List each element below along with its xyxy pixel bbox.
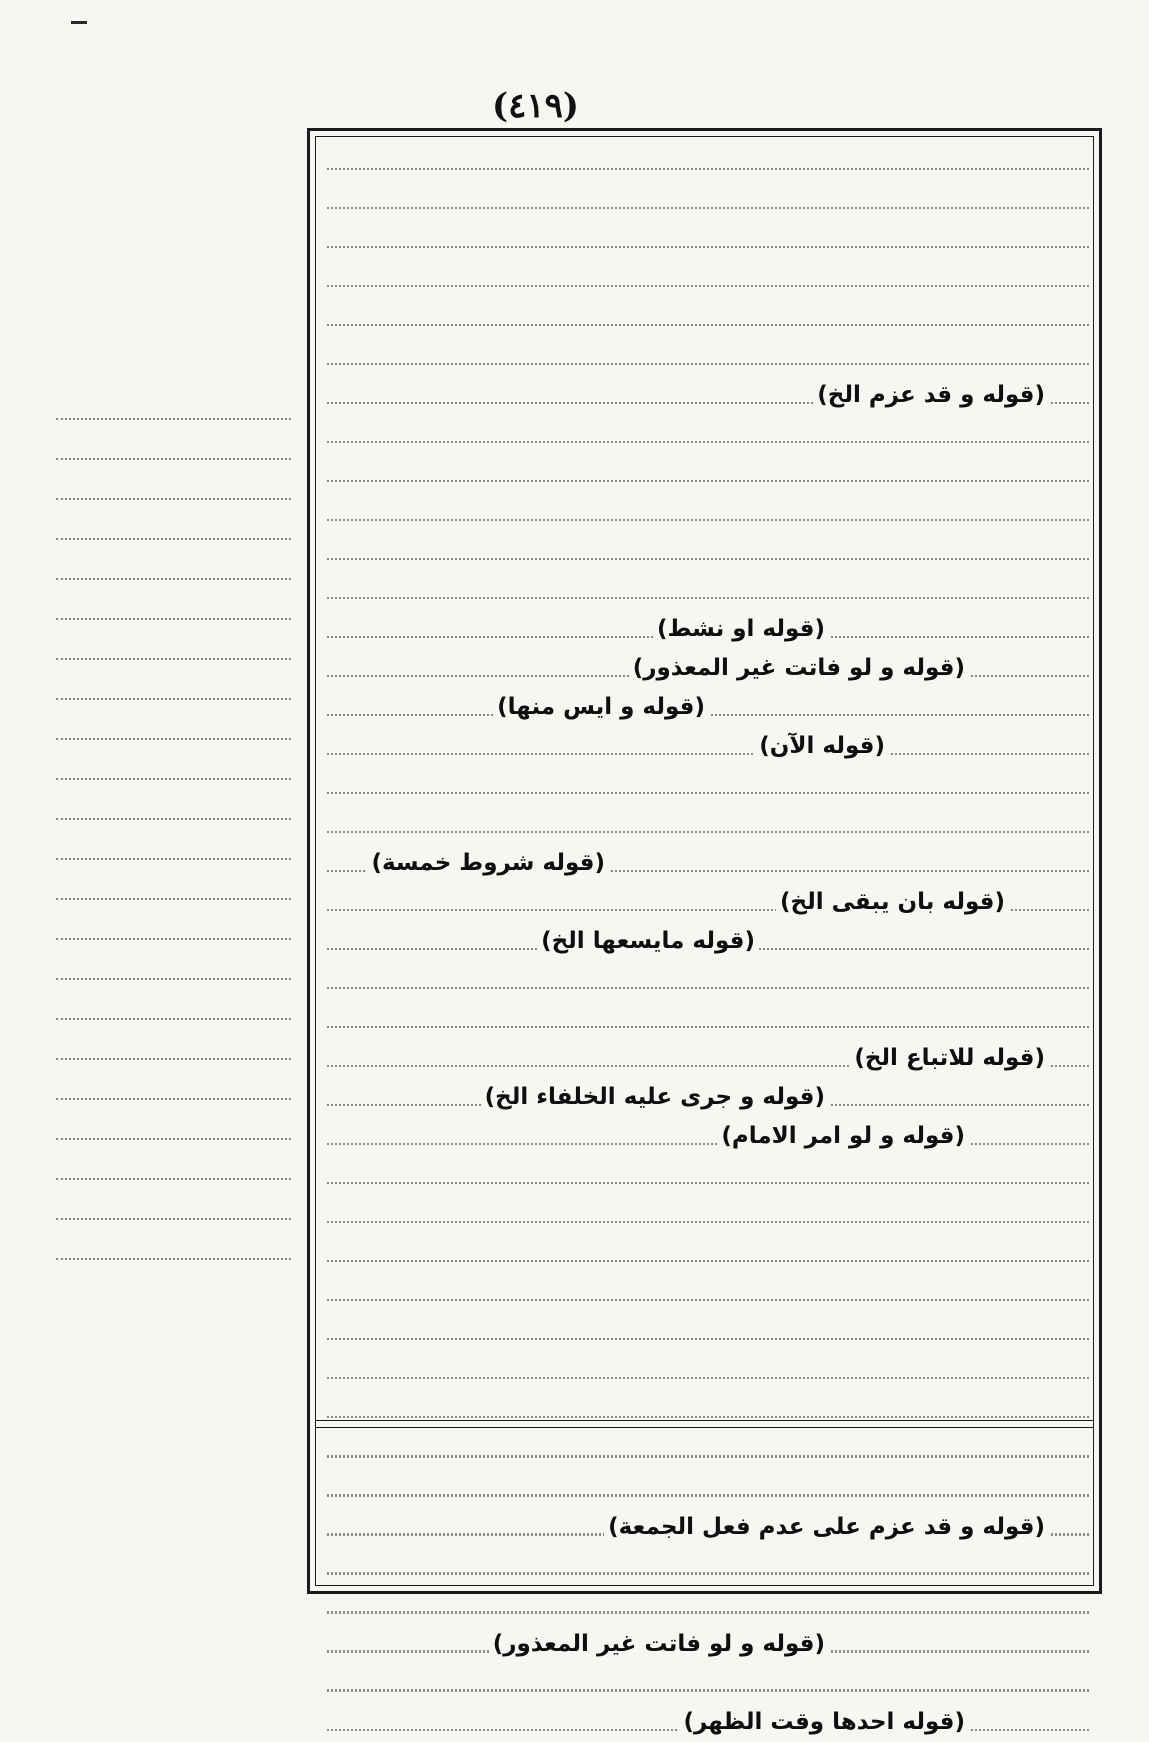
text-line-placeholder [327,1221,1089,1223]
text-line-placeholder [56,658,291,660]
text-line-placeholder [327,1416,1089,1418]
main-text-line [327,259,1089,298]
footnote-text-line [327,1508,1089,1547]
main-text-line [327,1078,1089,1117]
margin-text-line [56,1032,291,1072]
main-text-line [327,1039,1089,1078]
main-text-line [327,1117,1089,1156]
text-line-placeholder [56,458,291,460]
margin-text-line [56,1112,291,1152]
margin-text-line [56,912,291,952]
main-text-line [327,844,1089,883]
footnote-text-line [327,1625,1089,1664]
margin-text-line [56,672,291,712]
main-text-line [327,649,1089,688]
lemma-marker: (قوله و لو فاتت غير المعذور) [629,649,969,688]
main-text-line [327,1273,1089,1312]
text-line-placeholder [327,1260,1089,1262]
text-line-placeholder [327,1182,1089,1184]
lemma-marker: (قوله و لو امر الامام) [717,1117,969,1156]
corner-mark [71,21,87,24]
margin-text-line [56,432,291,472]
footnote-text-line [327,1586,1089,1625]
margin-commentary-block [56,392,291,1272]
text-line-placeholder [56,858,291,860]
main-text-line [327,688,1089,727]
lemma-marker: (قوله و جرى عليه الخلفاء الخ) [481,1078,829,1117]
main-text-line [327,610,1089,649]
footnote-text-line [327,1703,1089,1742]
main-text-line [327,376,1089,415]
margin-text-line [56,752,291,792]
footnote-text-block [327,1430,1089,1742]
main-text-line [327,766,1089,805]
main-text-line [327,298,1089,337]
footnote-text-line [327,1430,1089,1469]
main-text-line [327,1000,1089,1039]
lemma-marker: (قوله احدها وقت الظهر) [679,1703,969,1742]
margin-text-line [56,512,291,552]
text-line-placeholder [327,363,1089,365]
main-text-line [327,1390,1089,1429]
text-line-placeholder [327,558,1089,560]
text-line-placeholder [327,246,1089,248]
text-line-placeholder [56,698,291,700]
margin-text-line [56,1192,291,1232]
margin-text-line [56,1232,291,1272]
text-line-placeholder [327,1299,1089,1301]
text-line-placeholder [56,778,291,780]
text-line-placeholder [56,498,291,500]
lemma-marker: (قوله و ايس منها) [493,688,709,727]
lemma-marker: (قوله و قد عزم على عدم فعل الجمعة) [604,1508,1049,1547]
margin-text-line [56,1152,291,1192]
lemma-marker: (قوله بان يبقى الخ) [776,883,1009,922]
lemma-marker: (قوله و لو فاتت غير المعذور) [489,1625,829,1664]
margin-text-line [56,832,291,872]
text-line-placeholder [327,519,1089,521]
lemma-marker: (قوله او نشط) [653,610,829,649]
text-line-placeholder [327,1573,1089,1575]
text-line-placeholder [327,597,1089,599]
text-line-placeholder [327,1612,1089,1614]
text-line-placeholder [327,1456,1089,1458]
text-line-placeholder [327,480,1089,482]
text-line-placeholder [327,168,1089,170]
text-line-placeholder [56,978,291,980]
margin-text-line [56,592,291,632]
text-line-placeholder [327,285,1089,287]
text-line-placeholder [327,1377,1089,1379]
lemma-marker: (قوله مايسعها الخ) [537,922,759,961]
text-line-placeholder [327,207,1089,209]
text-line-placeholder [327,792,1089,794]
main-text-line [327,922,1089,961]
main-text-line [327,727,1089,766]
margin-text-line [56,792,291,832]
text-line-placeholder [327,1026,1089,1028]
text-line-placeholder [56,898,291,900]
text-line-placeholder [327,753,1089,755]
text-line-placeholder [56,618,291,620]
text-line-placeholder [56,418,291,420]
main-text-line [327,1312,1089,1351]
margin-text-line [56,712,291,752]
margin-text-line [56,1072,291,1112]
text-line-placeholder [56,538,291,540]
main-text-line [327,493,1089,532]
lemma-marker: (قوله و قد عزم الخ) [813,376,1049,415]
text-line-placeholder [327,1338,1089,1340]
margin-text-line [56,632,291,672]
footnote-text-line [327,1664,1089,1703]
lemma-marker: (قوله شروط خمسة) [367,844,609,883]
main-text-line [327,805,1089,844]
footnote-text-line [327,1547,1089,1586]
main-text-line [327,1156,1089,1195]
main-text-line [327,532,1089,571]
footnote-text-line [327,1469,1089,1508]
margin-text-line [56,952,291,992]
main-text-line [327,181,1089,220]
main-text-line [327,415,1089,454]
page-number: (٤١٩) [492,86,579,126]
text-line-placeholder [56,1178,291,1180]
margin-text-line [56,552,291,592]
text-line-placeholder [327,987,1089,989]
main-text-line [327,1234,1089,1273]
lemma-marker: (قوله للاتباع الخ) [850,1039,1049,1078]
text-line-placeholder [56,1058,291,1060]
text-line-placeholder [56,1218,291,1220]
main-text-line [327,883,1089,922]
main-text-line [327,337,1089,376]
margin-text-line [56,472,291,512]
main-text-line [327,961,1089,1000]
text-line-placeholder [327,1690,1089,1692]
text-line-placeholder [327,441,1089,443]
text-line-placeholder [56,1098,291,1100]
main-text-line [327,571,1089,610]
main-text-line [327,454,1089,493]
text-line-placeholder [56,818,291,820]
margin-text-line [56,872,291,912]
margin-text-line [56,992,291,1032]
text-line-placeholder [327,831,1089,833]
text-line-placeholder [56,938,291,940]
main-text-line [327,142,1089,181]
text-line-placeholder [56,738,291,740]
text-line-placeholder [56,1018,291,1020]
text-line-placeholder [327,1495,1089,1497]
text-line-placeholder [327,1143,1089,1145]
main-text-line [327,1351,1089,1390]
main-text-line [327,220,1089,259]
main-text-line [327,1195,1089,1234]
text-line-placeholder [56,578,291,580]
text-line-placeholder [56,1258,291,1260]
margin-text-line [56,392,291,432]
text-line-placeholder [327,324,1089,326]
text-line-placeholder [56,1138,291,1140]
lemma-marker: (قوله الآن) [755,727,889,766]
